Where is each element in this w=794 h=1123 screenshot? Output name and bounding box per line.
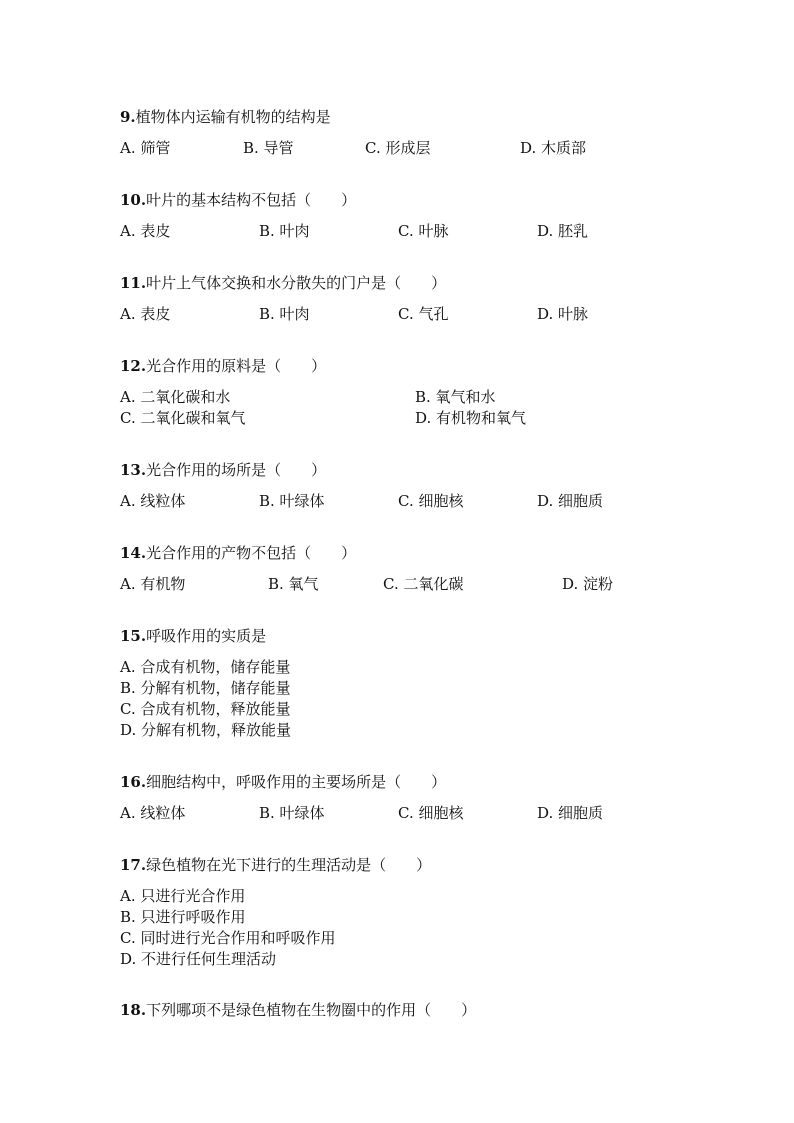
- question-text: 细胞结构中，呼吸作用的主要场所是（ ）: [146, 773, 447, 791]
- question-16-option-b: B. 叶绿体: [259, 804, 325, 822]
- question-16-option-c: C. 细胞核: [398, 804, 464, 822]
- question-13-option-d: D. 细胞质: [537, 492, 604, 510]
- question-number: 12.: [120, 357, 147, 375]
- question-number: 17.: [120, 856, 147, 874]
- question-number: 16.: [120, 773, 147, 791]
- question-10-option-b: B. 叶肉: [259, 222, 310, 240]
- question-11-option-d: D. 叶脉: [537, 305, 589, 323]
- question-9-option-c: C. 形成层: [365, 139, 431, 157]
- question-16-option-d: D. 细胞质: [537, 804, 604, 822]
- question-text: 下列哪项不是绿色植物在生物圈中的作用（ ）: [146, 1001, 477, 1019]
- question-17-option-d: D. 不进行任何生理活动: [120, 950, 277, 968]
- question-number: 11.: [120, 274, 147, 292]
- question-number: 13.: [120, 461, 147, 479]
- question-14-option-a: A. 有机物: [120, 575, 186, 593]
- question-13-option-c: C. 细胞核: [398, 492, 464, 510]
- question-17-stem: [120, 855, 431, 875]
- question-10-option-a: A. 表皮: [120, 222, 171, 240]
- question-9-option-b: B. 导管: [243, 139, 294, 157]
- question-14-option-b: B. 氧气: [268, 575, 319, 593]
- question-14-option-c: C. 二氧化碳: [383, 575, 464, 593]
- question-15-stem: [120, 626, 266, 646]
- question-15-option-c: C. 合成有机物，释放能量: [120, 700, 291, 718]
- question-17-option-a: A. 只进行光合作用: [120, 887, 246, 905]
- question-9-option-a: A. 筛管: [120, 139, 171, 157]
- question-12-option-b: B. 氧气和水: [415, 388, 496, 406]
- question-17-option-b: B. 只进行呼吸作用: [120, 908, 246, 926]
- question-text: 光合作用的原料是（ ）: [146, 357, 327, 375]
- question-11-option-b: B. 叶肉: [259, 305, 310, 323]
- question-text: 叶片上气体交换和水分散失的门户是（ ）: [146, 274, 447, 292]
- question-text: 光合作用的场所是（ ）: [146, 461, 327, 479]
- question-11-stem: [120, 273, 446, 293]
- question-text: 光合作用的产物不包括（ ）: [146, 544, 357, 562]
- question-9-option-d: D. 木质部: [520, 139, 587, 157]
- question-14-option-d: D. 淀粉: [562, 575, 614, 593]
- question-number: 14.: [120, 544, 147, 562]
- question-13-option-b: B. 叶绿体: [259, 492, 325, 510]
- question-12-option-d: D. 有机物和氧气: [415, 409, 527, 427]
- question-text: 呼吸作用的实质是: [146, 627, 267, 645]
- question-13-option-a: A. 线粒体: [120, 492, 186, 510]
- question-number: 15.: [120, 627, 147, 645]
- question-12-option-a: A. 二氧化碳和水: [120, 388, 231, 406]
- question-number: 18.: [120, 1001, 147, 1019]
- question-12-option-c: C. 二氧化碳和氧气: [120, 409, 246, 427]
- question-15-option-b: B. 分解有机物，储存能量: [120, 679, 291, 697]
- question-10-option-c: C. 叶脉: [398, 222, 449, 240]
- question-10-stem: [120, 190, 356, 210]
- question-16-stem: [120, 772, 446, 792]
- question-11-option-c: C. 气孔: [398, 305, 449, 323]
- question-text: 绿色植物在光下进行的生理活动是（ ）: [146, 856, 432, 874]
- question-15-option-a: A. 合成有机物，储存能量: [120, 658, 291, 676]
- question-number: 9.: [120, 108, 136, 126]
- question-text: 植物体内运输有机物的结构是: [135, 108, 331, 126]
- question-12-stem: [120, 356, 326, 376]
- question-number: 10.: [120, 191, 147, 209]
- question-11-option-a: A. 表皮: [120, 305, 171, 323]
- question-14-stem: [120, 543, 356, 563]
- question-16-option-a: A. 线粒体: [120, 804, 186, 822]
- question-18-stem: [120, 1000, 476, 1020]
- question-10-option-d: D. 胚乳: [537, 222, 589, 240]
- question-13-stem: [120, 460, 326, 480]
- question-15-option-d: D. 分解有机物，释放能量: [120, 721, 292, 739]
- question-9-stem: [120, 107, 331, 127]
- question-text: 叶片的基本结构不包括（ ）: [146, 191, 357, 209]
- question-17-option-c: C. 同时进行光合作用和呼吸作用: [120, 929, 336, 947]
